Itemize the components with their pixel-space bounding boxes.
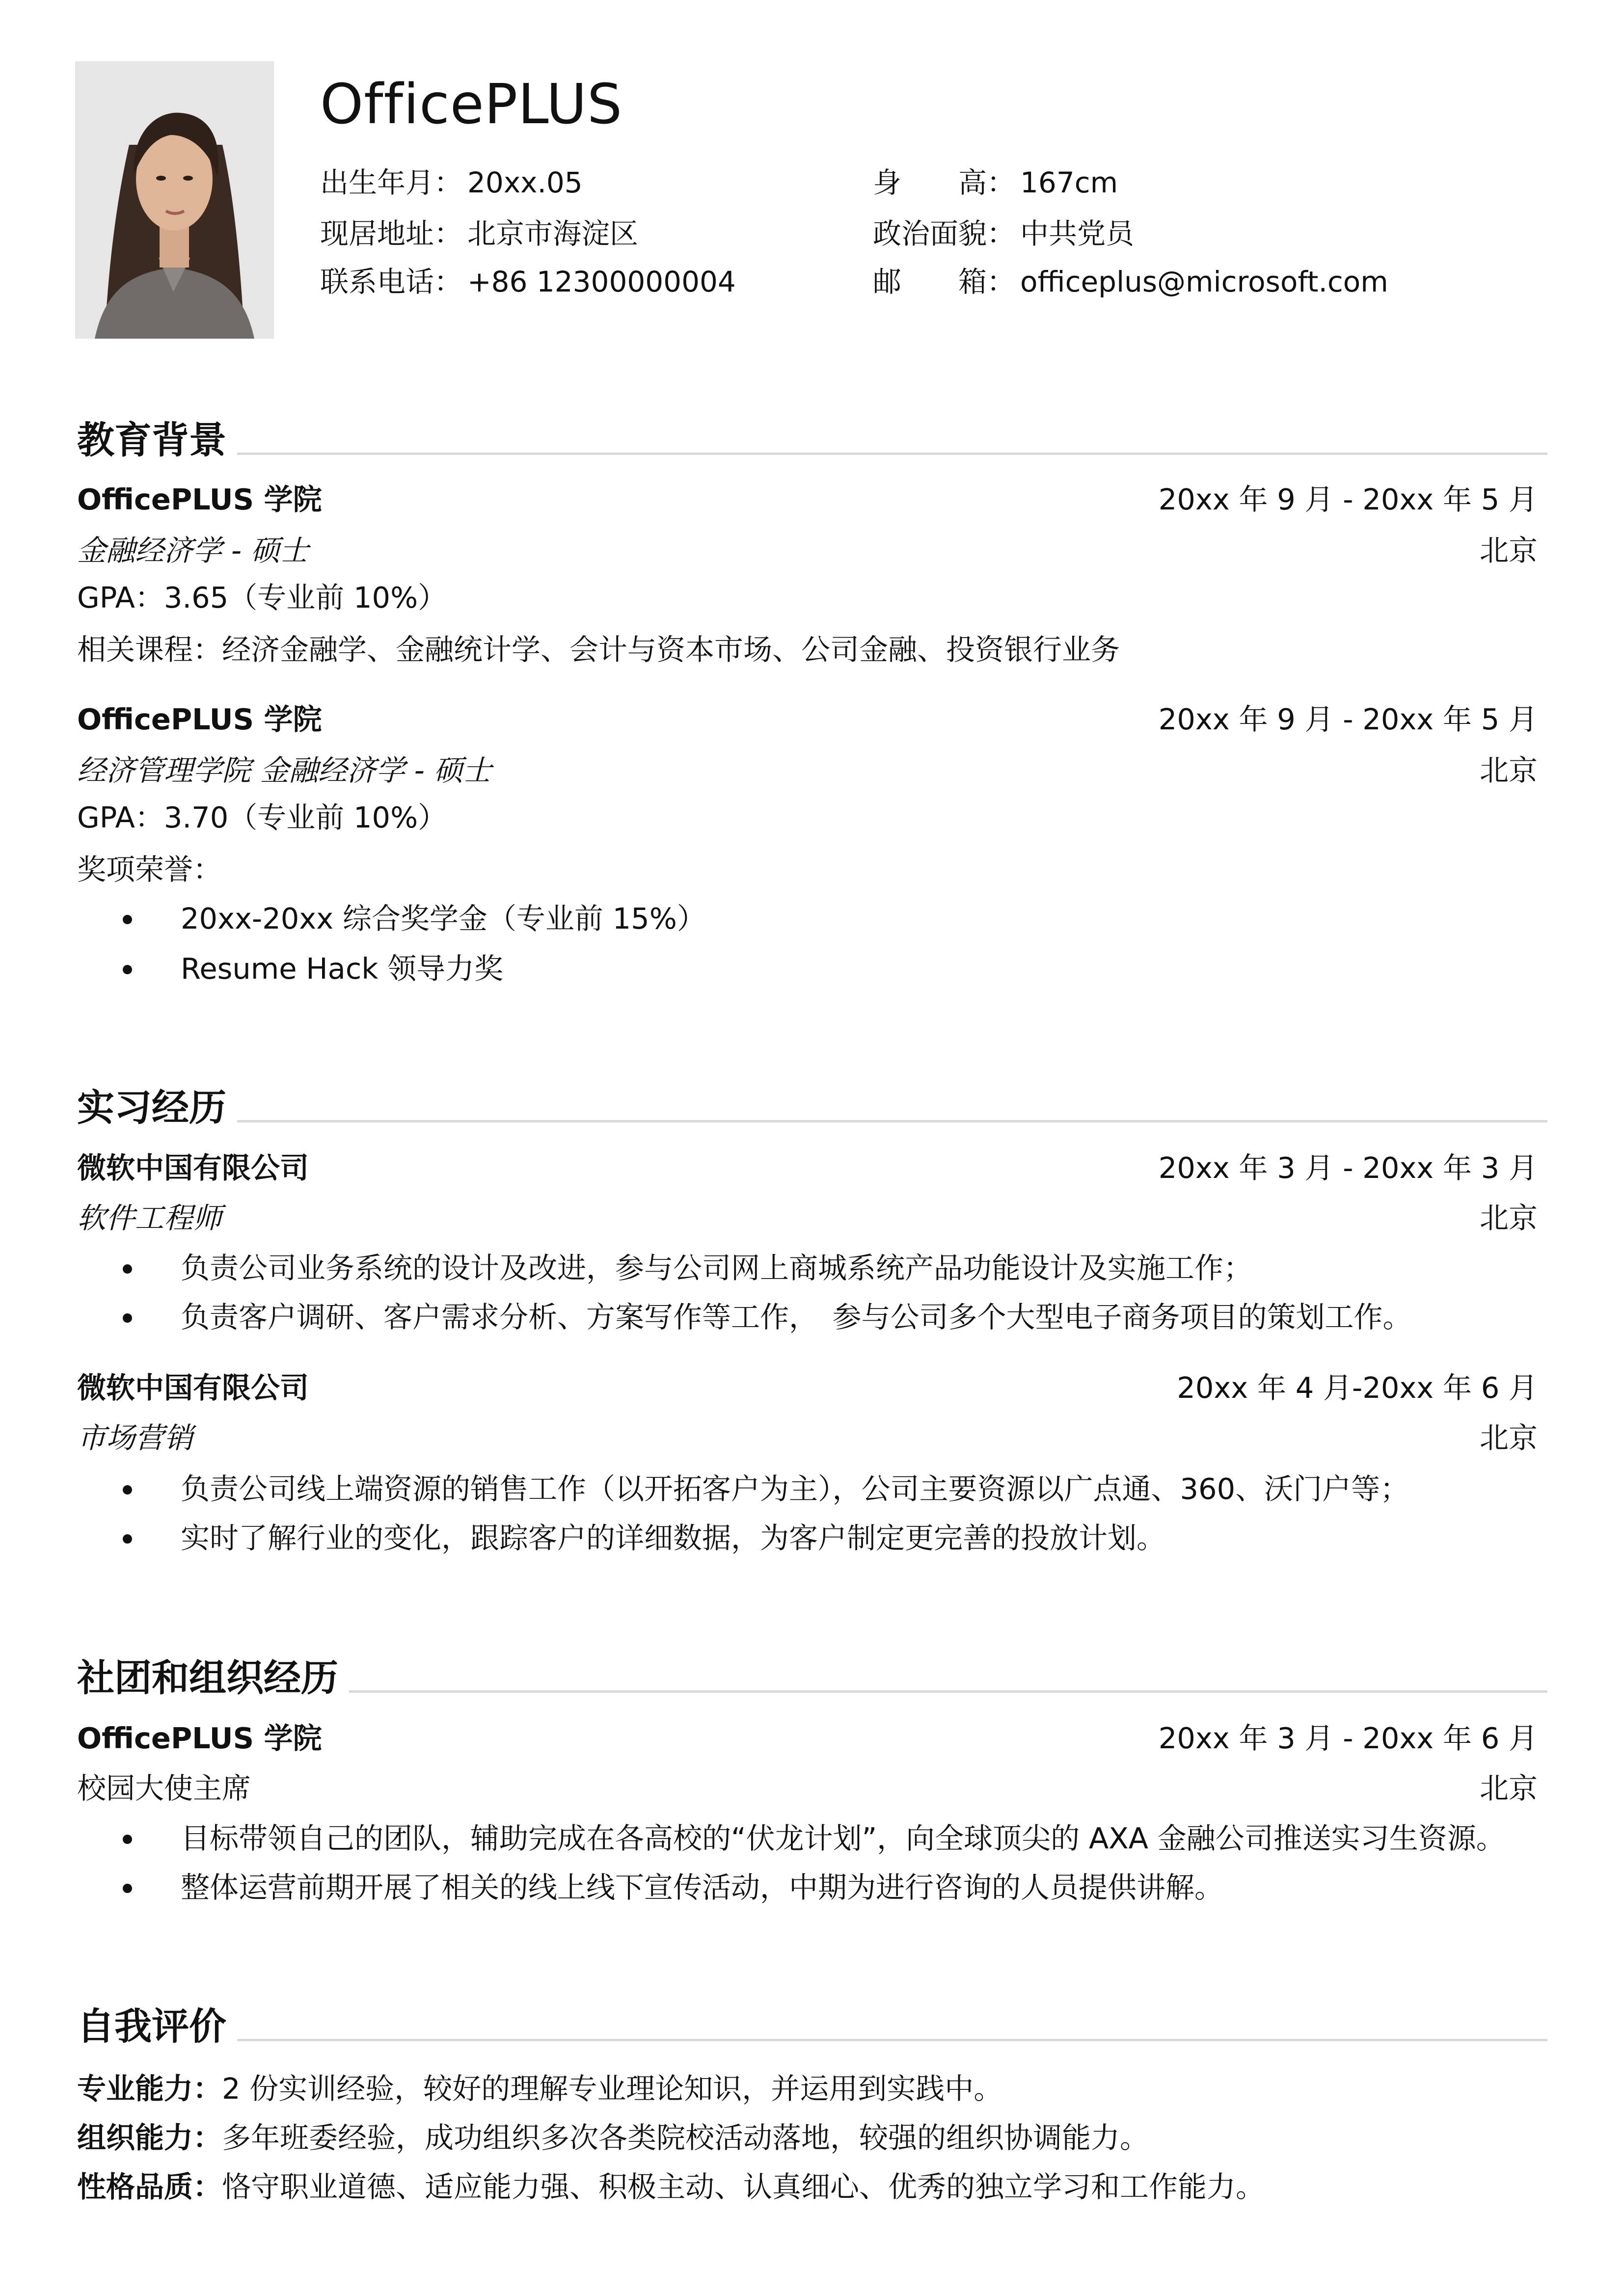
list-item-text: Resume Hack 领导力奖 bbox=[181, 952, 504, 986]
info-label: 政治面貌： bbox=[873, 217, 1016, 250]
self-eval-item bbox=[77, 2164, 1265, 2210]
section-title-internship: 实习经历 bbox=[77, 1078, 237, 1131]
info-label: 邮 箱： bbox=[873, 265, 1016, 298]
internship-entry-1-header bbox=[77, 1146, 1547, 1191]
info-email bbox=[873, 262, 1388, 301]
date-range: 20xx 年 9 月 - 20xx 年 5 月 bbox=[1158, 702, 1538, 736]
info-value: officeplus@microsoft.com bbox=[1020, 265, 1388, 298]
internship-entry-1-sub bbox=[77, 1196, 1547, 1241]
list-item-text: 负责公司线上端资源的销售工作（以开拓客户为主），公司主要资源以广点通、360、沃门户等； bbox=[181, 1472, 1409, 1506]
education-entry-2-header bbox=[77, 697, 1547, 742]
org-name: OfficePLUS 学院 bbox=[77, 1721, 322, 1755]
section-divider bbox=[77, 1120, 1547, 1122]
profile-photo bbox=[75, 61, 274, 339]
courses: 相关课程：经济金融学、金融统计学、会计与资本市场、公司金融、投资银行业务 bbox=[77, 633, 1120, 667]
info-phone bbox=[320, 262, 736, 301]
organization-entry-1-sub bbox=[77, 1766, 1547, 1811]
self-eval-item bbox=[77, 2115, 1149, 2161]
education-entry-2-sub bbox=[77, 748, 1547, 793]
list-item-text: 负责公司业务系统的设计及改进，参与公司网上商城系统产品功能设计及实施工作； bbox=[181, 1251, 1253, 1285]
school-name: OfficePLUS 学院 bbox=[77, 482, 322, 516]
info-birth bbox=[320, 163, 583, 202]
organization-entry-1-header bbox=[77, 1716, 1547, 1761]
info-label: 身 高： bbox=[873, 166, 1016, 199]
list-item-text: 负责客户调研、客户需求分析、方案写作等工作， 参与公司多个大型电子商务项目的策划工作。 bbox=[181, 1300, 1412, 1334]
date-range: 20xx 年 3 月 - 20xx 年 6 月 bbox=[1158, 1721, 1538, 1755]
major: 经济管理学院 金融经济学 - 硕士 bbox=[77, 753, 492, 787]
info-label: 现居地址： bbox=[320, 217, 463, 250]
section-divider bbox=[77, 453, 1547, 455]
school-name: OfficePLUS 学院 bbox=[77, 702, 322, 736]
info-value: 167cm bbox=[1020, 166, 1118, 199]
awards-label: 奖项荣誉： bbox=[77, 853, 222, 886]
self-eval-key: 性格品质： bbox=[77, 2170, 222, 2204]
self-eval-key: 组织能力： bbox=[77, 2121, 222, 2155]
job-role: 市场营销 bbox=[77, 1421, 193, 1455]
self-eval-item bbox=[77, 2066, 1002, 2111]
info-address bbox=[320, 214, 638, 253]
internship-entry-2-sub bbox=[77, 1415, 1547, 1461]
date-range: 20xx 年 4 月-20xx 年 6 月 bbox=[1177, 1371, 1538, 1405]
info-value: 北京市海淀区 bbox=[467, 217, 639, 250]
info-value: 20xx.05 bbox=[467, 166, 583, 199]
self-eval-text: 恪守职业道德、适应能力强、积极主动、认真细心、优秀的独立学习和工作能力。 bbox=[222, 2170, 1265, 2204]
major: 金融经济学 - 硕士 bbox=[77, 534, 309, 567]
city: 北京 bbox=[1479, 753, 1538, 787]
info-value: 中共党员 bbox=[1020, 217, 1135, 250]
candidate-name: OfficePLUS bbox=[320, 73, 623, 136]
info-label: 出生年月： bbox=[320, 166, 463, 199]
gpa: GPA：3.65（专业前 10%） bbox=[77, 581, 447, 614]
internship-entry-2-header bbox=[77, 1365, 1547, 1411]
section-title-organization: 社团和组织经历 bbox=[77, 1648, 349, 1702]
info-political bbox=[873, 214, 1134, 253]
section-title-self-evaluation: 自我评价 bbox=[77, 1997, 237, 2050]
self-eval-text: 2 份实训经验，较好的理解专业理论知识，并运用到实践中。 bbox=[222, 2072, 1003, 2106]
info-height bbox=[873, 163, 1118, 202]
education-entry-1-header bbox=[77, 477, 1547, 522]
self-eval-key: 专业能力： bbox=[77, 2072, 222, 2106]
self-eval-text: 多年班委经验，成功组织多次各类院校活动落地，较强的组织协调能力。 bbox=[222, 2121, 1149, 2155]
date-range: 20xx 年 3 月 - 20xx 年 3 月 bbox=[1158, 1151, 1538, 1185]
list-item-text: 20xx-20xx 综合奖学金（专业前 15%） bbox=[181, 902, 706, 935]
company-name: 微软中国有限公司 bbox=[77, 1371, 309, 1405]
date-range: 20xx 年 9 月 - 20xx 年 5 月 bbox=[1158, 482, 1538, 516]
info-value: +86 12300000004 bbox=[467, 265, 736, 298]
company-name: 微软中国有限公司 bbox=[77, 1151, 309, 1185]
city: 北京 bbox=[1479, 534, 1538, 567]
list-item-text: 目标带领自己的团队，辅助完成在各高校的“伏龙计划”，向全球顶尖的 AXA 金融公司推送实习生资源。 bbox=[181, 1821, 1505, 1855]
info-label: 联系电话： bbox=[320, 265, 463, 298]
list-item-text: 实时了解行业的变化，跟踪客户的详细数据，为客户制定更完善的投放计划。 bbox=[181, 1521, 1166, 1555]
org-role: 校园大使主席 bbox=[77, 1771, 251, 1805]
city: 北京 bbox=[1479, 1421, 1538, 1455]
section-divider bbox=[77, 2039, 1547, 2041]
gpa: GPA：3.70（专业前 10%） bbox=[77, 801, 447, 834]
list-item-text: 整体运营前期开展了相关的线上线下宣传活动，中期为进行咨询的人员提供讲解。 bbox=[181, 1870, 1224, 1904]
job-role: 软件工程师 bbox=[77, 1201, 222, 1235]
education-entry-1-sub bbox=[77, 528, 1547, 573]
section-title-education: 教育背景 bbox=[77, 410, 237, 464]
city: 北京 bbox=[1479, 1201, 1538, 1235]
city: 北京 bbox=[1479, 1771, 1538, 1805]
